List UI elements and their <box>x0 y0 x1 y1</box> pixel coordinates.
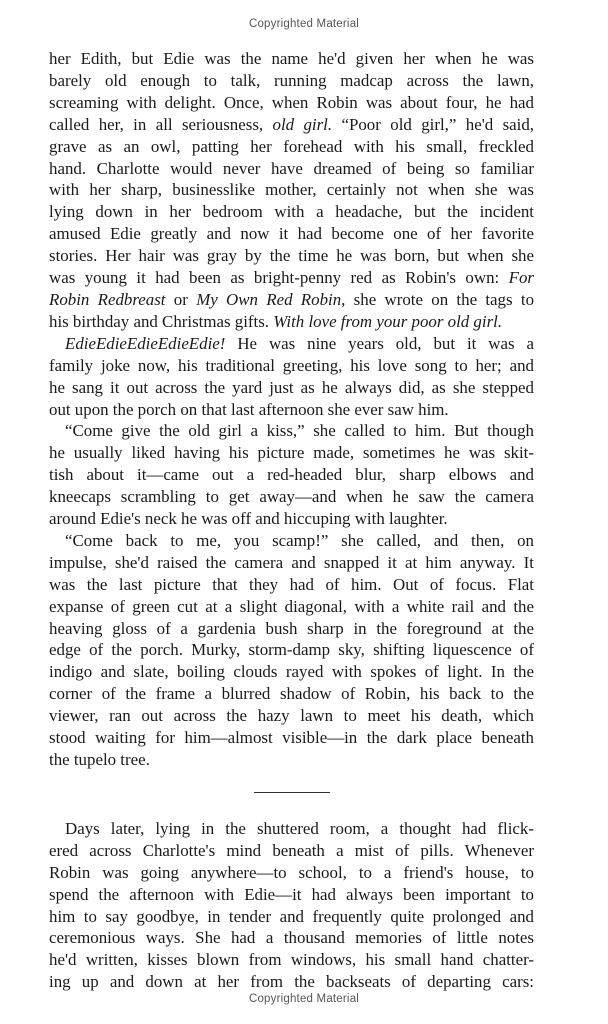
text-line: he sang it out across the yard just as he always did, as she stepped <box>49 377 534 397</box>
text-line: her Edith, but Edie was the name he'd given her when he was <box>49 49 534 68</box>
body-text <box>49 48 534 993</box>
text-line: spend the afternoon with Edie—it had always been important to <box>49 884 534 904</box>
text-line: corner of the frame a blurred shadow of Robin, his back to the <box>49 684 534 704</box>
text-line <box>49 333 534 355</box>
text-line: heaving gloss of a gardenia bush sharp in the foreground at the <box>49 618 534 638</box>
text-line: around Edie's neck he was off and hiccuping with laughter. <box>49 509 448 529</box>
text-run: or <box>165 289 197 309</box>
text-line: grave as an owl, patting her forehead with his small, freckled <box>49 136 534 156</box>
italic-run: old girl. <box>272 114 333 134</box>
text-line: him to say goodbye, in tender and frequently quite prolonged and <box>49 906 534 926</box>
text-line: amused Edie greatly and now it had become one of her favorite <box>49 224 534 244</box>
text-line: kneecaps scrambling to get away—and when he saw the camera <box>49 487 534 507</box>
italic-run: Robin Redbreast <box>49 289 166 309</box>
paragraph-1 <box>49 48 534 333</box>
text-run: He was nine years old, but it was a <box>225 333 534 353</box>
text-line: ceremonious ways. She had a thousand memories of little notes <box>49 928 534 948</box>
text-run: “Poor old girl,” he'd said, <box>332 114 535 134</box>
italic-run: EdieEdieEdieEdieEdie! <box>65 333 226 353</box>
text-line: impulse, she'd raised the camera and snapped it at him anyway. It <box>49 552 534 572</box>
text-line: “Come give the old girl a kiss,” she called to him. But though <box>65 421 534 441</box>
text-line: screaming with delight. Once, when Robin was about four, he had <box>49 92 534 112</box>
italic-run: My Own Red Robin, <box>196 289 346 309</box>
text-line: he'd written, kisses blown from windows, his small hand chatter- <box>49 950 534 970</box>
text-run: was young it had been as bright-penny red as Robin's own: <box>49 268 509 288</box>
text-line: family joke now, his traditional greeting, his love song to her; and <box>49 355 534 375</box>
text-line <box>49 289 534 311</box>
text-line: tish about it—came out a red-headed blur, sharp elbows and <box>49 465 534 485</box>
text-line: lying down in her bedroom with a headache, but the incident <box>49 202 534 222</box>
paragraph-4 <box>49 530 534 771</box>
text-line: Days later, lying in the shuttered room, a thought had flick- <box>65 818 534 838</box>
text-line: viewer, ran out across the hazy lawn to meet his death, which <box>49 706 534 726</box>
text-line <box>49 267 534 289</box>
text-line: edge of the porch. Murky, storm-damp sky, shifting liquescence of <box>49 640 534 660</box>
text-run: she wrote on the tags to <box>345 289 535 309</box>
text-line: was the last picture that they had of him. Out of focus. Flat <box>49 574 534 594</box>
text-line <box>49 311 534 333</box>
italic-run: For <box>508 268 534 288</box>
copyright-header: Copyrighted Material <box>248 18 360 30</box>
text-run: called her, in all seriousness, <box>49 114 273 134</box>
text-line: “Come back to me, you scamp!” she called, and then, on <box>65 530 534 550</box>
paragraph-2 <box>49 333 534 421</box>
text-line: out upon the porch on that last afternoon she ever saw him. <box>49 399 449 419</box>
text-line: the tupelo tree. <box>49 750 150 769</box>
section-divider <box>254 792 330 793</box>
text-line: Robin was going anywhere—to school, to a friend's house, to <box>49 862 534 882</box>
text-line: barely old enough to talk, running madcap across the lawn, <box>49 70 534 90</box>
paragraph-5 <box>49 818 534 993</box>
text-run: his birthday and Christmas gifts. <box>49 311 274 331</box>
text-line: ered across Charlotte's mind beneath a mist of pills. Whenever <box>49 840 534 860</box>
text-line: stood waiting for him—almost visible—in the dark place beneath <box>49 728 534 748</box>
text-line: expanse of green cut at a slight diagonal, with a white rail and the <box>49 596 534 616</box>
text-line: he usually liked having his picture made, sometimes he was skit- <box>49 443 534 463</box>
text-line: with her sharp, businesslike mother, certainly not when she was <box>49 180 534 200</box>
text-line: indigo and slate, boiling clouds rayed with spokes of light. In the <box>49 662 534 682</box>
copyright-footer: Copyrighted Material <box>248 993 360 1005</box>
paragraph-3 <box>49 420 534 530</box>
text-line: ing up and down at her from the backseats of departing cars: <box>49 972 534 992</box>
text-line: hand. Charlotte would never have dreamed of being so familiar <box>49 158 534 178</box>
italic-run: With love from your poor old girl. <box>273 311 503 331</box>
text-line: stories. Her hair was gray by the time he was born, but when she <box>49 246 534 266</box>
text-line <box>49 114 534 136</box>
